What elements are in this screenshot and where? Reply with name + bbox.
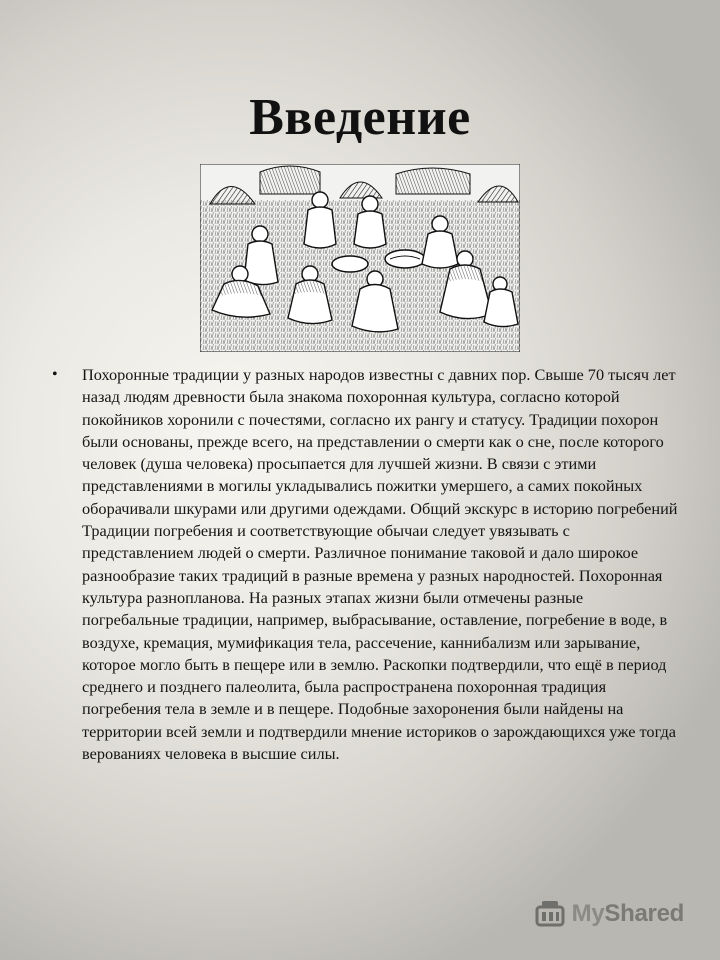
brand-my: My — [571, 900, 605, 927]
brand-shared: Shared — [604, 900, 684, 927]
bullet-marker: • — [52, 366, 58, 383]
engraving-svg — [200, 164, 520, 352]
myshared-brand-text — [572, 900, 684, 928]
myshared-watermark — [532, 896, 684, 932]
engraving-illustration — [200, 164, 520, 352]
slide-title: Введение — [249, 89, 471, 146]
bullet-text: Похоронные традиции у разных народов известны с давних пор. Свыше 70 тысяч лет назад людям древности была знакома похоронная культура, согласно которой покойников хоронили с почестями, согласно их рангу и статусу. Традиции похорон были основаны, прежде всего, на представлении о смерти как о сне, после которого человек (душа человека) просыпается для лучшей жизни. В связи с этими представлениями в могилы укладывались пожитки умершего, а самих покойных оборачивали шкурами или другими одеждами. Общий экскурс в историю погребений Традиции погребения и соответствующие обычаи следует увязывать с представлением людей о смерти. Различное понимание таковой и дало широкое разнообразие таких традиций в разные времена у разных народностей. Похоронная культура разнопланова. На разных этапах жизни были отмечены разные погребальные традиции, например, выбрасывание, оставление, погребение в воде, в воздухе, кремация, мумификация тела, рассечение, каннибализм или зарывание, которое могло быть в пещере или в землю. Раскопки подтвердили, что ещё в период среднего и позднего палеолита, была распространена похоронная традиция погребения тела в земле и в пещере. Подобные захоронения были найдены на территории всей земли и подтвердили мнение историков о зарождающихся уже тогда верованиях человека в высшие силы. — [82, 365, 678, 764]
myshared-logo-icon — [532, 896, 568, 932]
bullet-item — [52, 364, 682, 765]
bullet-list — [52, 364, 682, 765]
